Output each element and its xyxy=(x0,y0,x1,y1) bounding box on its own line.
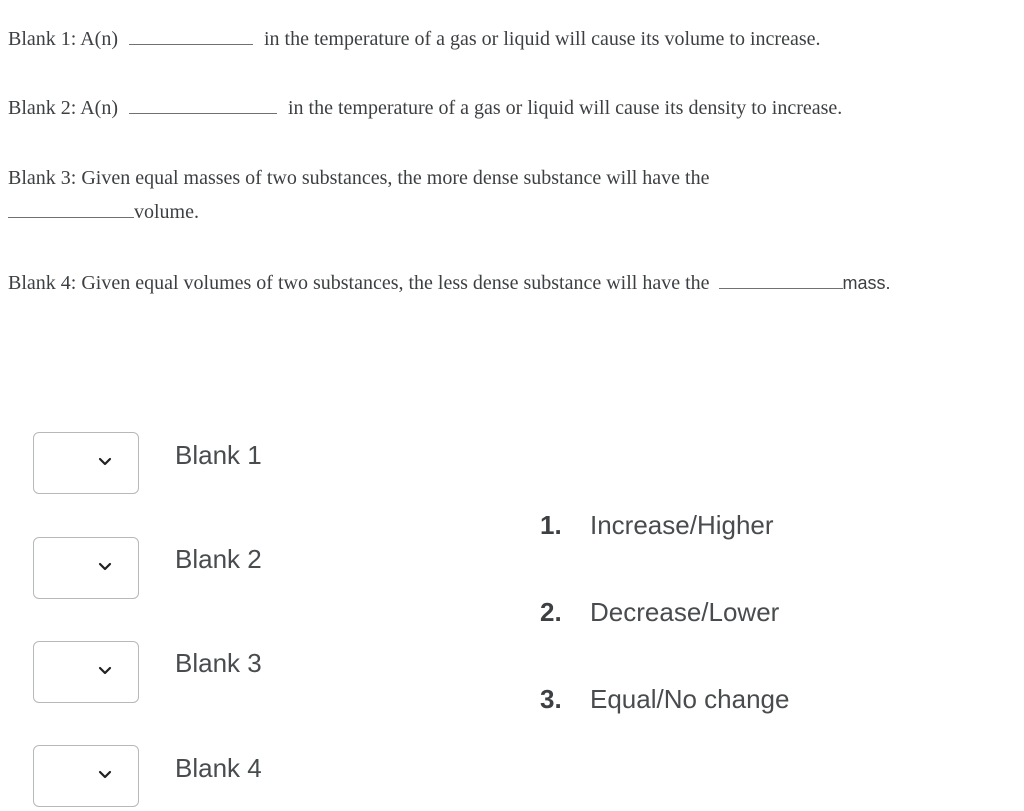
blank-3-dropdown[interactable] xyxy=(33,641,139,703)
blank-2-label: Blank 2 xyxy=(175,544,262,574)
question-3-blank-line xyxy=(8,203,134,218)
question-blank-3-line2 xyxy=(8,201,199,224)
answer-choice-3 xyxy=(540,684,789,715)
question-2-suffix: in the temperature of a gas or liquid will cause its density to increase. xyxy=(288,97,843,119)
question-blank-4 xyxy=(8,272,891,295)
question-2-prefix: Blank 2: A(n) xyxy=(8,97,118,119)
answer-3-number: 3. xyxy=(540,684,562,714)
answer-3-label: Equal/No change xyxy=(590,684,790,714)
blank-3-label: Blank 3 xyxy=(175,648,262,678)
chevron-down-icon xyxy=(98,770,112,780)
question-1-suffix: in the temperature of a gas or liquid will cause its volume to increase. xyxy=(264,28,821,50)
question-blank-3 xyxy=(8,167,710,190)
answer-2-label: Decrease/Lower xyxy=(590,597,780,627)
answer-1-label: Increase/Higher xyxy=(590,510,774,540)
question-4-suffix: mass. xyxy=(842,273,891,293)
question-2-blank-line xyxy=(129,99,277,114)
question-1-prefix: Blank 1: A(n) xyxy=(8,28,118,50)
question-3-prefix: Blank 3: Given equal masses of two substances, the more dense substance will have the xyxy=(8,167,710,189)
answer-1-number: 1. xyxy=(540,510,562,540)
question-4-prefix: Blank 4: Given equal volumes of two substances, the less dense substance will have the xyxy=(8,272,710,294)
answer-2-number: 2. xyxy=(540,597,562,627)
blank-1-dropdown[interactable] xyxy=(33,432,139,494)
blank-2-dropdown[interactable] xyxy=(33,537,139,599)
chevron-down-icon xyxy=(98,457,112,467)
chevron-down-icon xyxy=(98,562,112,572)
question-blank-2 xyxy=(8,97,842,120)
question-4-blank-line xyxy=(719,274,843,289)
blank-4-dropdown[interactable] xyxy=(33,745,139,807)
answer-choice-2 xyxy=(540,597,779,628)
question-1-blank-line xyxy=(129,30,253,45)
blank-4-label: Blank 4 xyxy=(175,753,262,783)
question-3-suffix: volume. xyxy=(134,201,199,223)
chevron-down-icon xyxy=(98,666,112,676)
question-blank-1 xyxy=(8,28,821,51)
answer-choice-1 xyxy=(540,510,774,541)
blank-1-label: Blank 1 xyxy=(175,440,262,470)
